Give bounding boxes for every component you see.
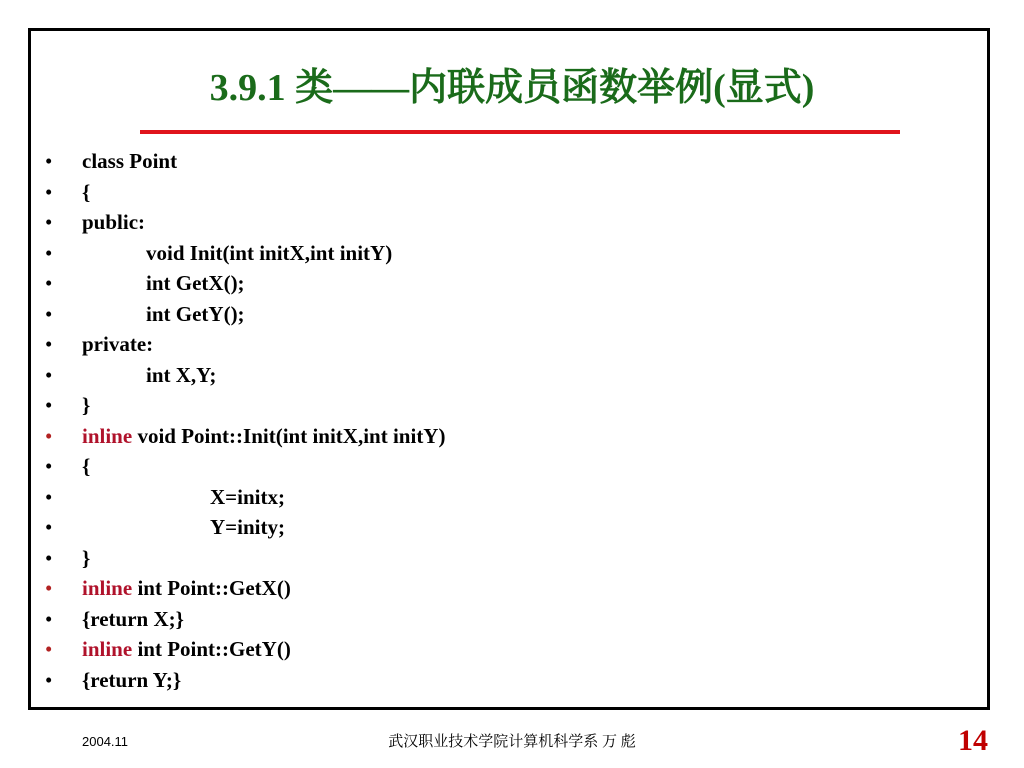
code-line	[40, 451, 445, 482]
bullet-icon: •	[45, 515, 53, 539]
code-line	[40, 543, 445, 574]
code-text: void Point::Init(int initX,int initY)	[132, 423, 446, 448]
inline-keyword: inline	[82, 576, 133, 600]
bullet-icon: •	[45, 667, 53, 692]
bullet-icon: •	[45, 606, 53, 631]
code-text: void Init(int initX,int initY)	[146, 240, 393, 265]
bullet-icon: •	[45, 149, 53, 173]
code-line	[40, 421, 445, 452]
bullet-icon: •	[45, 423, 53, 448]
page-number: 14	[958, 724, 988, 757]
code-line	[40, 573, 445, 604]
code-text: X=initx;	[210, 484, 285, 509]
code-line	[40, 177, 445, 208]
bullet-icon: •	[45, 179, 53, 204]
code-line	[40, 299, 445, 330]
code-text: {return X;}	[82, 606, 184, 631]
code-line	[40, 329, 445, 360]
code-line	[40, 360, 445, 391]
bullet-icon: •	[45, 484, 53, 509]
footer-institution: 武汉职业技术学院计算机科学系 万 彪	[388, 734, 636, 750]
code-text: {return Y;}	[82, 667, 182, 692]
bullet-icon: •	[45, 332, 53, 356]
bullet-icon: •	[45, 210, 53, 234]
code-text: }	[82, 545, 91, 570]
bullet-icon: •	[45, 454, 53, 478]
code-line	[40, 665, 445, 696]
code-text: Y=inity;	[210, 515, 285, 539]
code-line	[40, 634, 445, 665]
code-text: {	[82, 454, 91, 478]
code-line	[40, 207, 445, 238]
bullet-icon: •	[45, 362, 53, 387]
code-line	[40, 268, 445, 299]
bullet-icon: •	[45, 576, 53, 600]
code-text: }	[82, 393, 91, 417]
code-text: int X,Y;	[146, 362, 217, 387]
code-text: int Point::GetY()	[132, 637, 291, 661]
code-text: public:	[82, 210, 146, 234]
code-text: private:	[82, 332, 154, 356]
bullet-icon: •	[45, 301, 53, 326]
code-text: int GetX();	[146, 271, 245, 295]
code-text: {	[82, 179, 91, 204]
code-listing	[40, 146, 445, 695]
slide-title: 3.9.1 类——内联成员函数举例(显式)	[209, 67, 815, 109]
code-line	[40, 238, 445, 269]
bullet-icon: •	[45, 545, 53, 570]
bullet-icon: •	[45, 637, 53, 661]
bullet-icon: •	[45, 271, 53, 295]
code-text: class Point	[82, 149, 178, 173]
code-line	[40, 482, 445, 513]
code-text: int GetY();	[146, 301, 245, 326]
title-underline	[140, 130, 900, 134]
code-line	[40, 604, 445, 635]
code-line	[40, 512, 445, 543]
inline-keyword: inline	[82, 637, 133, 661]
footer-date: 2004.11	[82, 734, 129, 749]
bullet-icon: •	[45, 393, 53, 417]
code-line	[40, 390, 445, 421]
bullet-icon: •	[45, 240, 53, 265]
code-line	[40, 146, 445, 177]
inline-keyword: inline	[82, 423, 133, 448]
code-text: int Point::GetX()	[132, 576, 291, 600]
